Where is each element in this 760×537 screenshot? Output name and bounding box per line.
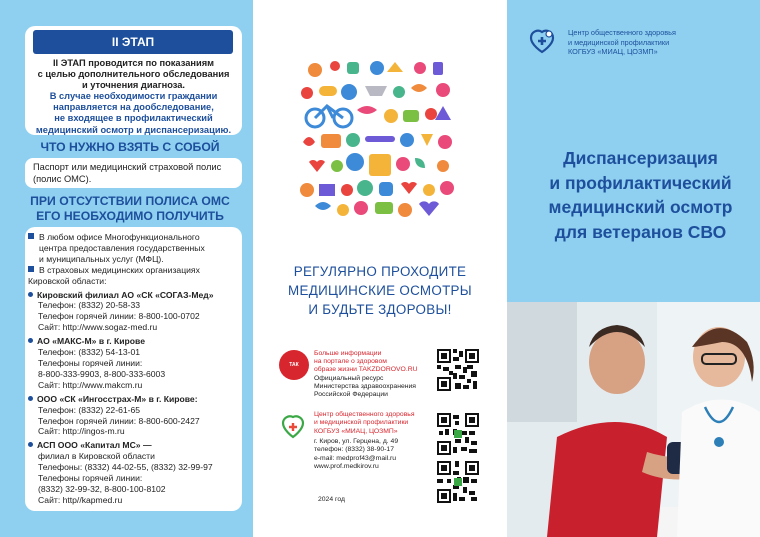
kapmed-link[interactable]: Сайт: http//kapmed.ru [38,494,123,505]
takzdorovo-link[interactable]: образе жизни TAKZDOROVO.RU [314,366,418,374]
doctor-patient-illustration [507,302,760,537]
stage-description: II ЭТАП проводится по показаниям с целью дополнительного обследования и уточнения диагноза. [37,58,230,91]
insurer-ingosstrakh: ООО «СК «Ингосстрах-М» в г. Кирове: Телефон: (8332) 22-61-65 Телефон горячей линии: 8-800-600-2427 Сайт: http://ingos-m.ru [28,394,240,438]
center-name-header: Центр общественного здоровья и медицинской профилактики КОГБУЗ «МИАЦ, ЦОЗМП» [568,28,676,57]
heart-cross-logo-icon [527,26,557,56]
what-to-bring-heading: ЧТО НУЖНО ВЗЯТЬ С СОБОЙ [40,140,220,154]
qr-code-takzdorovo[interactable] [437,349,479,391]
takzdorovo-info: Больше информации на портале о здоровом образе жизни TAKZDOROVO.RU [314,350,434,375]
option-mfc: В любом офисе Многофункционального центра предоставления государственных и муниципальных услуг (МФЦ). [28,232,240,265]
dot-bullet-icon [28,292,33,297]
option-insurers: В страховых медицинских организациях Кировской области: [28,264,200,286]
center-logo-icon [279,413,307,441]
ingos-link[interactable]: Сайт: http://ingos-m.ru [38,426,125,437]
qr-code-center-2[interactable] [437,461,479,503]
takzdorovo-source: Официальный ресурс Министерства здравоохранения Российской Федерации [314,375,416,399]
center-contacts: г. Киров, ул. Герцена, д. 49 телефон: (8332) 38-90-17 e-mail: medprof43@mail.ru www.prof.medkirov.ru [314,438,439,472]
stage-referral-note: В случае необходимости граждании направляется на дообследование, не входящее в профилактический медицинский осмотр и диспансеризацию. [35,91,232,135]
no-policy-heading: ПРИ ОТСУТСТВИИ ПОЛИСА ОМС ЕГО НЕОБХОДИМО ПОЛУЧИТЬ [30,194,230,223]
healthy-lifestyle-illustration [295,58,465,223]
insurer-maks: АО «МАКС-М» в г. Кирове Телефон: (8332) 54-13-01 Телефоны горячей линии: 8-800-333-9903, 8-800-333-6003 Сайт: http://www.makcm.ru [28,336,240,391]
brochure-title: Диспансеризация и профилактический медицинский осмотр для ветеранов СВО [548,148,733,242]
center-name-mid: Центр общественного здоровья и медицинской профилактики КОГБУЗ «МИАЦ, ЦОЗМП» [314,411,415,435]
maks-link[interactable]: Сайт: http://www.makcm.ru [38,379,143,390]
slogan: РЕГУЛЯРНО ПРОХОДИТЕ МЕДИЦИНСКИЕ ОСМОТРЫ И БУДЬТЕ ЗДОРОВЫ! [288,264,472,317]
documents-text: Паспорт или медицинский страховой полис (полис ОМС). [33,162,222,184]
doctor-patient-photo [507,302,760,537]
sogaz-link[interactable]: Сайт: http://www.sogaz-med.ru [38,322,158,333]
year: 2024 год [318,496,345,503]
square-bullet-icon [28,266,34,272]
insurer-kapital: АСП ООО «Капитал МС» — филиал в Кировской области Телефоны: (8332) 44-02-55, (8332) 32-99-97 Телефоны горячей линии: (8332) 32-99-32, 8-800-100-8102 Сайт: http//kapmed.ru [28,440,240,505]
stage-title: II ЭТАП [33,30,233,54]
qr-code-center-1[interactable] [437,413,479,455]
dot-bullet-icon [28,396,33,401]
takzdorovo-logo: ТАК ЗДОРОВО [279,350,309,380]
dot-bullet-icon [28,442,33,447]
insurers-list [28,232,240,506]
center-email[interactable]: e-mail: medprof43@mail.ru [314,454,397,462]
center-website[interactable]: www.prof.medkirov.ru [314,463,379,471]
dot-bullet-icon [28,338,33,343]
insurer-sogaz: Кировский филиал АО «СК «СОГАЗ-Мед» Телефон: (8332) 20-58-33 Телефон горячей линии: 8-800-100-0702 Сайт: http://www.sogaz-med.ru [28,290,240,334]
square-bullet-icon [28,233,34,239]
